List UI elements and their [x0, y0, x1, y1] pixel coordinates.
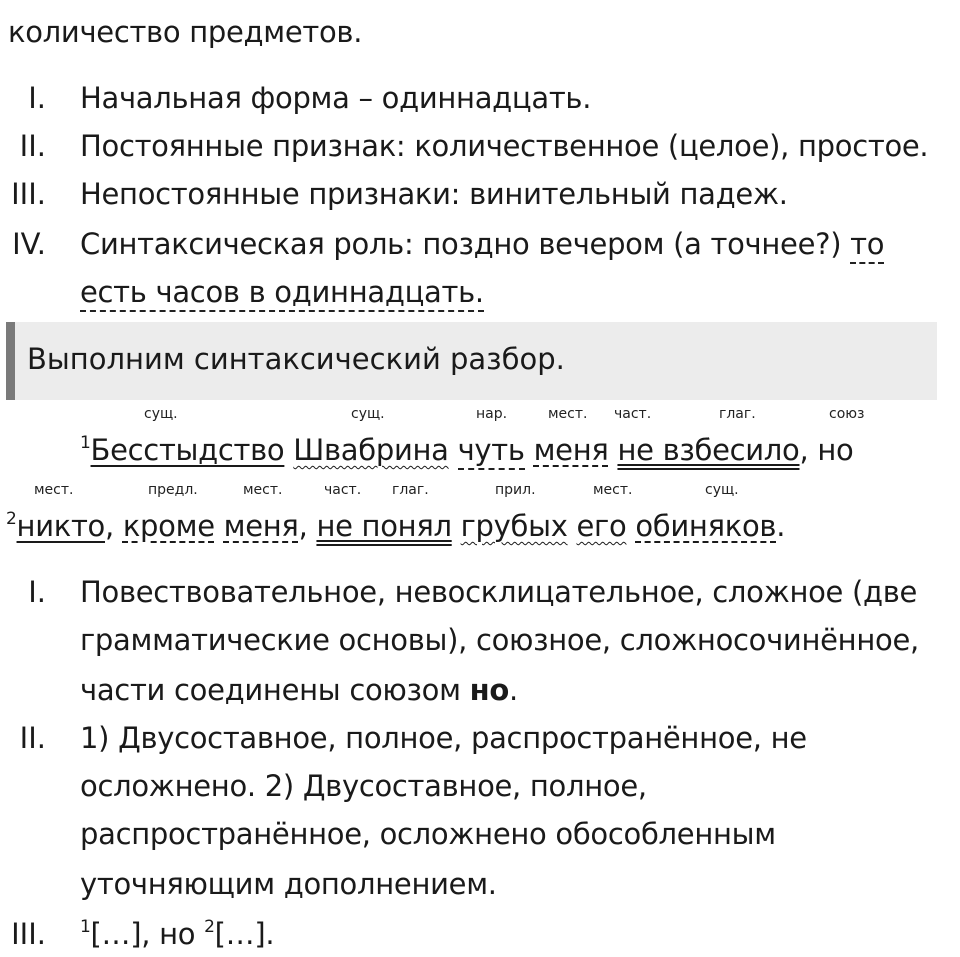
pos-tag: прил.	[495, 482, 536, 498]
object-word: меня	[533, 433, 609, 467]
list-item-text: Повествовательное, невосклицательное, сложное (две	[80, 575, 918, 609]
predicate-word: не взбесило	[617, 433, 800, 467]
intro-text: количество предметов.	[8, 15, 363, 49]
clause-number: 2	[6, 509, 17, 529]
section-heading-band	[6, 322, 937, 400]
attribute-word: его	[576, 509, 627, 543]
clause-number: 1	[80, 433, 91, 453]
pos-tag: предл.	[148, 482, 198, 498]
list-item-text-continuation	[80, 274, 484, 310]
object-phrase-word: меня	[223, 509, 299, 543]
punctuation: ,	[298, 509, 317, 543]
list-item-text: Постоянные признак: количественное (целое), простое.	[80, 129, 929, 163]
punctuation: .	[508, 673, 518, 707]
pos-tag: мест.	[243, 482, 283, 498]
list-item-text: Непостоянные признаки: винительный падеж.	[80, 177, 788, 211]
list-number: II.	[19, 721, 46, 755]
adverbial-word: чуть	[458, 433, 525, 470]
underlined-word: то	[850, 227, 884, 264]
scheme-part: […].	[214, 917, 275, 951]
pos-tag: нар.	[476, 406, 508, 422]
punctuation: .	[776, 509, 786, 543]
attribute-word: грубых	[460, 509, 568, 543]
underlined-phrase: есть часов в одиннадцать.	[80, 275, 484, 312]
pos-tag: глаг.	[392, 482, 429, 498]
list-number: I.	[28, 575, 46, 609]
conjunction-bold: но	[469, 673, 509, 707]
pos-tag: част.	[614, 406, 652, 422]
subject-word: никто	[16, 509, 105, 543]
pos-tag: сущ.	[144, 406, 178, 422]
pos-tag: глаг.	[719, 406, 756, 422]
scheme-formula	[80, 916, 274, 957]
list-item-text: уточняющим дополнением.	[80, 867, 497, 901]
list-item-text: Начальная форма – одиннадцать.	[80, 81, 592, 115]
list-item-text	[80, 226, 884, 262]
attribute-word: Швабрина	[293, 433, 449, 467]
pos-tag: сущ.	[351, 406, 385, 422]
list-item-text: распространённое, осложнено обособленным	[80, 817, 776, 851]
list-number: II.	[19, 129, 46, 163]
sentence-tail: , но	[799, 433, 854, 467]
pos-tag: част.	[324, 482, 362, 498]
list-number: IV.	[12, 227, 46, 261]
list-item-text: осложнено. 2) Двусоставное, полное,	[80, 769, 647, 803]
pos-tag: сущ.	[705, 482, 739, 498]
clause-number: 2	[204, 917, 215, 937]
punctuation: ,	[105, 509, 123, 543]
predicate-word: не понял	[316, 509, 452, 543]
list-item-text-part: части соединены союзом	[80, 673, 470, 707]
list-number: III.	[11, 177, 46, 211]
sentence-line-2	[6, 508, 785, 549]
list-item-text-part: Синтаксическая роль: поздно вечером (а точнее?)	[80, 227, 851, 261]
list-number: I.	[28, 81, 46, 115]
sentence-line-1	[80, 432, 853, 473]
object-phrase-word: кроме	[122, 509, 215, 543]
list-item-text	[80, 672, 518, 708]
pos-tag: мест.	[593, 482, 633, 498]
pos-tag: мест.	[34, 482, 74, 498]
pos-tag: мест.	[548, 406, 588, 422]
pos-tag: союз	[829, 406, 865, 422]
subject-word: Бесстыдство	[90, 433, 285, 467]
clause-number: 1	[80, 917, 91, 937]
list-item-text: 1) Двусоставное, полное, распространённое, не	[80, 721, 807, 755]
list-number: III.	[11, 917, 46, 951]
section-heading: Выполним синтаксический разбор.	[27, 342, 565, 376]
list-item-text: грамматические основы), союзное, сложносочинённое,	[80, 623, 919, 657]
scheme-part: […], но	[90, 917, 205, 951]
object-word: обиняков	[635, 509, 777, 543]
